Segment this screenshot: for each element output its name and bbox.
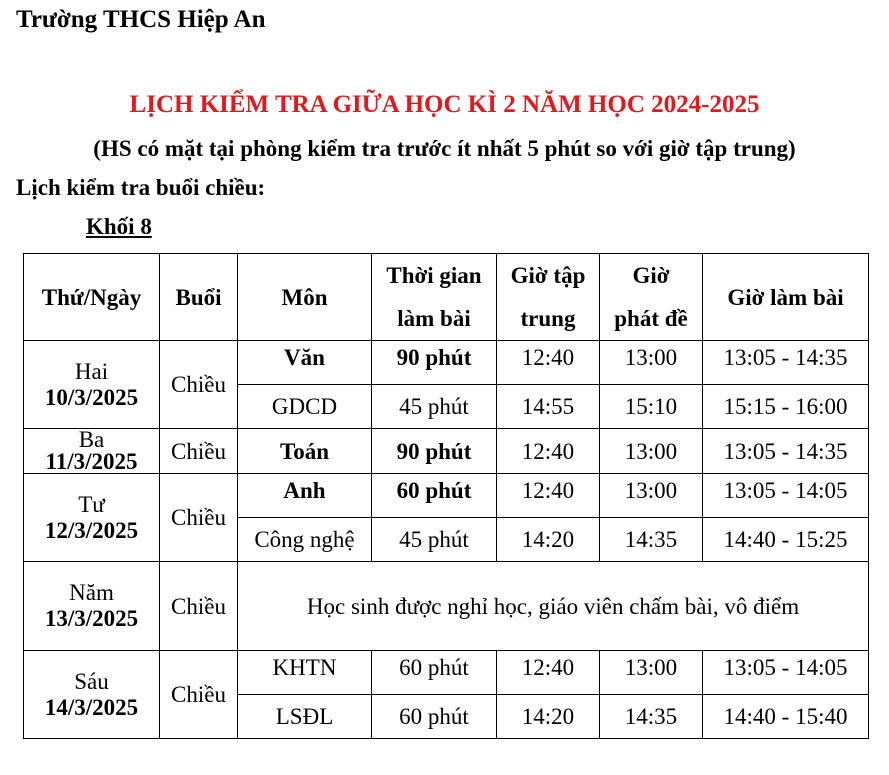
- school-name: Trường THCS Hiệp An: [16, 6, 266, 33]
- exam-schedule-table: [23, 253, 869, 739]
- duration-cell: 60 phút: [372, 651, 497, 695]
- hand-cell: 13:00: [600, 651, 703, 695]
- header-gather-time: [497, 254, 600, 341]
- grade-heading: Khối 8: [86, 214, 152, 239]
- day-name: Sáu: [74, 668, 109, 694]
- header-duration: [372, 254, 497, 341]
- table-row: [24, 651, 869, 695]
- header-hand-out-time: [600, 254, 703, 341]
- duration-cell: 45 phút: [372, 385, 497, 429]
- shift-cell: Chiều: [160, 562, 238, 651]
- subject-cell: Anh: [238, 474, 372, 518]
- day-name: Năm: [69, 580, 114, 605]
- day-cell: [24, 651, 160, 739]
- day-date: 14/3/2025: [44, 694, 139, 720]
- day-name: Tư: [78, 491, 105, 517]
- day-cell: [24, 474, 160, 562]
- notice-cell: Học sinh được nghỉ học, giáo viên chấm bài, vô điểm: [238, 562, 869, 651]
- header-gather-line1: Giờ tập: [510, 263, 586, 288]
- subject-cell: GDCD: [238, 385, 372, 429]
- duration-cell: 60 phút: [372, 474, 497, 518]
- day-date: 12/3/2025: [44, 517, 139, 543]
- table-row: [24, 341, 869, 385]
- hand-cell: 14:35: [600, 695, 703, 739]
- day-cell: [24, 562, 160, 651]
- header-gather-line2: trung: [520, 306, 576, 331]
- gather-cell: 14:55: [497, 385, 600, 429]
- work-cell: 15:15 - 16:00: [703, 385, 869, 429]
- shift-cell: Chiều: [160, 429, 238, 474]
- attendance-note: (HS có mặt tại phòng kiểm tra trước ít nhất 5 phút so với giờ tập trung): [93, 136, 796, 161]
- subject-cell: Công nghệ: [238, 518, 372, 562]
- day-date: 10/3/2025: [44, 384, 139, 410]
- gather-cell: 12:40: [497, 474, 600, 518]
- session-heading: Lịch kiểm tra buổi chiều:: [16, 175, 266, 200]
- shift-cell: Chiều: [160, 474, 238, 562]
- work-cell: 14:40 - 15:40: [703, 695, 869, 739]
- gather-cell: 12:40: [497, 341, 600, 385]
- gather-cell: 12:40: [497, 429, 600, 474]
- header-shift: Buổi: [160, 254, 238, 341]
- header-duration-line2: làm bài: [397, 306, 471, 331]
- gather-cell: 14:20: [497, 518, 600, 562]
- hand-cell: 13:00: [600, 429, 703, 474]
- hand-cell: 13:00: [600, 474, 703, 518]
- document-title: LỊCH KIỂM TRA GIỮA HỌC KÌ 2 NĂM HỌC 2024-2025: [129, 91, 760, 118]
- gather-cell: 12:40: [497, 651, 600, 695]
- work-cell: 13:05 - 14:05: [703, 651, 869, 695]
- header-duration-line1: Thời gian: [386, 263, 482, 288]
- day-date: 11/3/2025: [45, 449, 138, 474]
- table-row: [24, 474, 869, 518]
- hand-cell: 14:35: [600, 518, 703, 562]
- work-cell: 14:40 - 15:25: [703, 518, 869, 562]
- subject-cell: Văn: [238, 341, 372, 385]
- gather-cell: 14:20: [497, 695, 600, 739]
- table-row: [24, 429, 869, 474]
- hand-cell: 13:00: [600, 341, 703, 385]
- day-name: Hai: [74, 358, 109, 384]
- shift-cell: Chiều: [160, 651, 238, 739]
- header-hand-line2: phát đề: [614, 306, 688, 331]
- header-subject: Môn: [238, 254, 372, 341]
- duration-cell: 90 phút: [372, 341, 497, 385]
- work-cell: 13:05 - 14:35: [703, 429, 869, 474]
- table-row: [24, 562, 869, 651]
- work-cell: 13:05 - 14:05: [703, 474, 869, 518]
- subject-cell: KHTN: [238, 651, 372, 695]
- shift-cell: Chiều: [160, 341, 238, 429]
- table-header-row: [24, 254, 869, 341]
- day-cell: [24, 429, 160, 474]
- work-cell: 13:05 - 14:35: [703, 341, 869, 385]
- day-name: Ba: [78, 427, 105, 452]
- subject-cell: Toán: [238, 429, 372, 474]
- duration-cell: 90 phút: [372, 429, 497, 474]
- day-date: 13/3/2025: [44, 606, 139, 631]
- header-hand-line1: Giờ: [632, 263, 670, 288]
- subject-cell: LSĐL: [238, 695, 372, 739]
- header-work-time: Giờ làm bài: [703, 254, 869, 341]
- day-cell: [24, 341, 160, 429]
- hand-cell: 15:10: [600, 385, 703, 429]
- header-day: Thứ/Ngày: [24, 254, 160, 341]
- duration-cell: 45 phút: [372, 518, 497, 562]
- duration-cell: 60 phút: [372, 695, 497, 739]
